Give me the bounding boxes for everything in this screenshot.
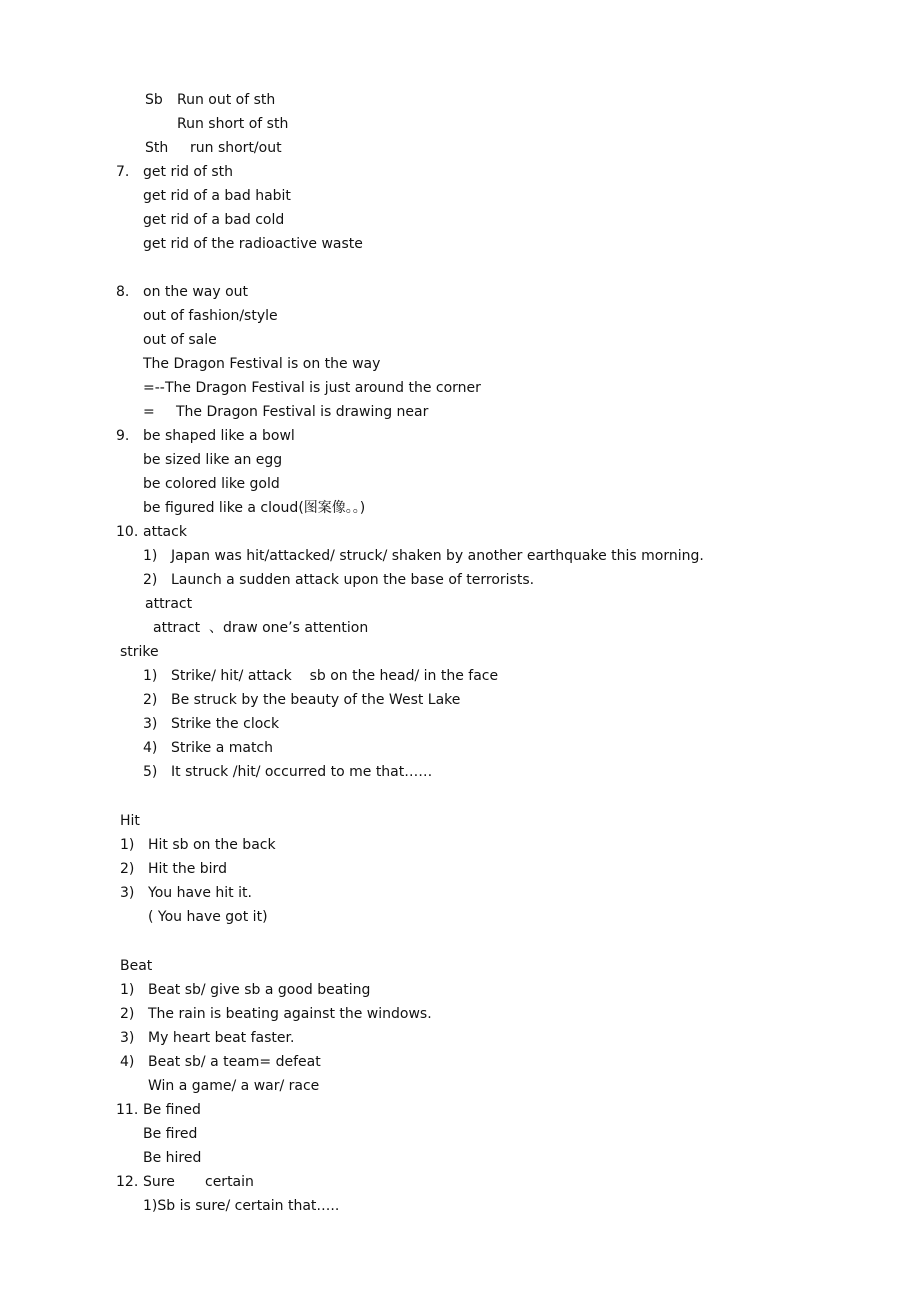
sth-text: run short/out — [190, 140, 282, 156]
sth-label: Sth — [145, 140, 169, 156]
hit-3-text: You have hit it. — [148, 885, 252, 901]
fired-text: Be fired — [143, 1126, 198, 1142]
radioactive-text: get rid of the radioactive waste — [143, 236, 363, 252]
attack-2-text: Launch a sudden attack upon the base of terrorists. — [171, 572, 535, 588]
cloud-text: be figured like a cloud(图案像。。) — [143, 500, 366, 516]
bad-cold-text: get rid of a bad cold — [143, 212, 285, 228]
strike-1-number: 1) — [143, 668, 158, 684]
beat-3-number: 3) — [120, 1030, 135, 1046]
hit-3-note: ( You have got it) — [148, 909, 268, 925]
beat-4-number: 4) — [120, 1054, 135, 1070]
beat-3-text: My heart beat faster. — [148, 1030, 295, 1046]
run-short-of-text: Run short of sth — [177, 116, 289, 132]
attract-line: attract 、draw one’s attention — [153, 620, 369, 636]
sure-1-text: 1)Sb is sure/ certain that….. — [143, 1198, 340, 1214]
attract-heading: attract — [145, 596, 193, 612]
attack-1-number: 1) — [143, 548, 158, 564]
bad-habit-text: get rid of a bad habit — [143, 188, 291, 204]
beat-2-number: 2) — [120, 1006, 135, 1022]
sb-label: Sb — [145, 92, 163, 108]
hired-text: Be hired — [143, 1150, 202, 1166]
strike-4-number: 4) — [143, 740, 158, 756]
fashion-text: out of fashion/style — [143, 308, 278, 324]
strike-4-text: Strike a match — [171, 740, 273, 756]
strike-1-text: Strike/ hit/ attack sb on the head/ in the face — [171, 668, 499, 684]
beat-1-number: 1) — [120, 982, 135, 998]
item-number-10: 10. — [116, 524, 139, 540]
on-way-out-text: on the way out — [143, 284, 249, 300]
item-number-7: 7. — [116, 164, 130, 180]
hit-3-number: 3) — [120, 885, 135, 901]
certain-text: certain — [205, 1174, 254, 1190]
hit-heading: Hit — [120, 813, 140, 829]
item-number-12: 12. — [116, 1174, 139, 1190]
egg-text: be sized like an egg — [143, 452, 283, 468]
gold-text: be colored like gold — [143, 476, 280, 492]
get-rid-text: get rid of sth — [143, 164, 234, 180]
dragon-way-text: The Dragon Festival is on the way — [143, 356, 381, 372]
attack-heading: attack — [143, 524, 187, 540]
dragon-near-text: The Dragon Festival is drawing near — [176, 404, 429, 420]
strike-heading: strike — [120, 644, 159, 660]
hit-2-text: Hit the bird — [148, 861, 227, 877]
attack-1-text: Japan was hit/attacked/ struck/ shaken by another earthquake this morning. — [171, 548, 704, 564]
item-number-11: 11. — [116, 1102, 139, 1118]
item-number-8: 8. — [116, 284, 130, 300]
attack-2-number: 2) — [143, 572, 158, 588]
strike-3-number: 3) — [143, 716, 158, 732]
hit-2-number: 2) — [120, 861, 135, 877]
equals-mark: = — [143, 404, 155, 420]
hit-1-number: 1) — [120, 837, 135, 853]
equals-dash-mark: =-- — [143, 380, 165, 396]
beat-1-text: Beat sb/ give sb a good beating — [148, 982, 371, 998]
beat-4-text: Beat sb/ a team= defeat — [148, 1054, 321, 1070]
item-number-9: 9. — [116, 428, 130, 444]
hit-1-text: Hit sb on the back — [148, 837, 276, 853]
sure-text: Sure — [143, 1174, 175, 1190]
beat-2-text: The rain is beating against the windows. — [148, 1006, 432, 1022]
strike-5-text: It struck /hit/ occurred to me that…… — [171, 764, 433, 780]
sale-text: out of sale — [143, 332, 217, 348]
strike-3-text: Strike the clock — [171, 716, 280, 732]
dragon-corner-text: The Dragon Festival is just around the corner — [165, 380, 481, 396]
beat-heading: Beat — [120, 958, 153, 974]
bowl-text: be shaped like a bowl — [143, 428, 295, 444]
strike-5-number: 5) — [143, 764, 158, 780]
strike-2-number: 2) — [143, 692, 158, 708]
fined-text: Be fined — [143, 1102, 201, 1118]
win-text: Win a game/ a war/ race — [148, 1078, 320, 1094]
strike-2-text: Be struck by the beauty of the West Lake — [171, 692, 461, 708]
sb-text: Run out of sth — [177, 92, 276, 108]
